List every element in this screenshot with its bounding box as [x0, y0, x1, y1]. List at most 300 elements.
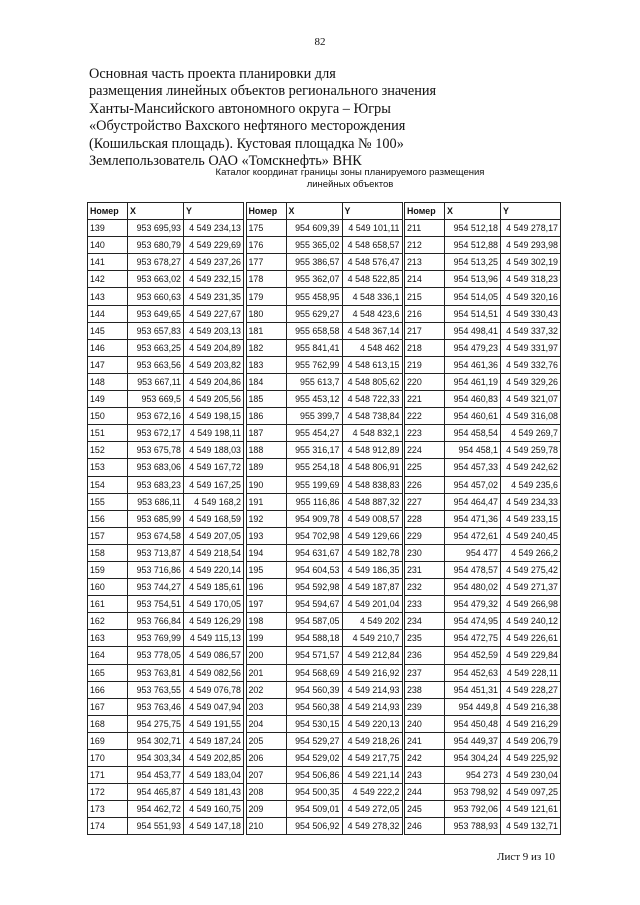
- x-coordinate: 954 304,24: [445, 750, 501, 767]
- x-coordinate: 955 365,02: [286, 237, 342, 254]
- point-number: 148: [88, 373, 128, 390]
- x-coordinate: 953 763,81: [128, 664, 184, 681]
- point-number: 177: [246, 254, 286, 271]
- y-coordinate: 4 549 302,19: [501, 254, 561, 271]
- point-number: 167: [88, 698, 128, 715]
- y-coordinate: 4 549 225,92: [501, 750, 561, 767]
- table-header-row: [405, 203, 561, 220]
- table-row: [88, 732, 244, 749]
- point-number: 189: [246, 459, 286, 476]
- table-row: [88, 579, 244, 596]
- point-number: 170: [88, 750, 128, 767]
- y-coordinate: 4 548 887,32: [342, 493, 402, 510]
- x-coordinate: 954 457,02: [445, 476, 501, 493]
- y-coordinate: 4 548 838,83: [342, 476, 402, 493]
- y-coordinate: 4 549 278,32: [342, 818, 402, 835]
- table-row: [88, 647, 244, 664]
- y-coordinate: 4 549 201,04: [342, 596, 402, 613]
- point-number: 235: [405, 630, 445, 647]
- y-coordinate: 4 549 186,35: [342, 561, 402, 578]
- point-number: 144: [88, 305, 128, 322]
- x-coordinate: 953 672,16: [128, 408, 184, 425]
- point-number: 210: [246, 818, 286, 835]
- table-row: [405, 237, 561, 254]
- x-coordinate: 954 449,37: [445, 732, 501, 749]
- column-header: Номер: [405, 203, 445, 220]
- y-coordinate: 4 549 259,78: [501, 442, 561, 459]
- table-row: [405, 630, 561, 647]
- table-row: [405, 801, 561, 818]
- table-row: [246, 322, 402, 339]
- table-row: [405, 698, 561, 715]
- point-number: 229: [405, 527, 445, 544]
- table-row: [246, 254, 402, 271]
- y-coordinate: 4 549 168,2: [184, 493, 244, 510]
- table-row: [88, 288, 244, 305]
- x-coordinate: 954 571,57: [286, 647, 342, 664]
- y-coordinate: 4 548 912,89: [342, 442, 402, 459]
- x-coordinate: 954 506,86: [286, 767, 342, 784]
- x-coordinate: 953 660,63: [128, 288, 184, 305]
- table-row: [246, 373, 402, 390]
- y-coordinate: 4 549 278,17: [501, 220, 561, 237]
- point-number: 219: [405, 356, 445, 373]
- point-number: 152: [88, 442, 128, 459]
- point-number: 215: [405, 288, 445, 305]
- table-row: [405, 459, 561, 476]
- point-number: 156: [88, 510, 128, 527]
- y-coordinate: 4 549 221,14: [342, 767, 402, 784]
- table-row: [88, 767, 244, 784]
- coordinate-table: [404, 202, 561, 835]
- table-row: [405, 220, 561, 237]
- x-coordinate: 954 449,8: [445, 698, 501, 715]
- point-number: 204: [246, 715, 286, 732]
- y-coordinate: 4 549 240,45: [501, 527, 561, 544]
- table-row: [246, 698, 402, 715]
- y-coordinate: 4 549 160,75: [184, 801, 244, 818]
- y-coordinate: 4 549 220,13: [342, 715, 402, 732]
- y-coordinate: 4 549 226,61: [501, 630, 561, 647]
- x-coordinate: 954 478,57: [445, 561, 501, 578]
- x-coordinate: 953 680,79: [128, 237, 184, 254]
- column-header: Номер: [88, 203, 128, 220]
- point-number: 207: [246, 767, 286, 784]
- point-number: 165: [88, 664, 128, 681]
- table-row: [246, 647, 402, 664]
- x-coordinate: 954 460,61: [445, 408, 501, 425]
- y-coordinate: 4 548 613,15: [342, 356, 402, 373]
- x-coordinate: 955 386,57: [286, 254, 342, 271]
- table-row: [246, 630, 402, 647]
- table-row: [88, 271, 244, 288]
- table-row: [246, 544, 402, 561]
- x-coordinate: 953 674,58: [128, 527, 184, 544]
- x-coordinate: 953 649,65: [128, 305, 184, 322]
- y-coordinate: 4 549 229,84: [501, 647, 561, 664]
- x-coordinate: 953 669,5: [128, 391, 184, 408]
- point-number: 246: [405, 818, 445, 835]
- x-coordinate: 954 513,25: [445, 254, 501, 271]
- x-coordinate: 953 678,27: [128, 254, 184, 271]
- x-coordinate: 954 530,15: [286, 715, 342, 732]
- y-coordinate: 4 548 722,33: [342, 391, 402, 408]
- y-coordinate: 4 549 202,85: [184, 750, 244, 767]
- table-row: [88, 613, 244, 630]
- point-number: 179: [246, 288, 286, 305]
- point-number: 195: [246, 561, 286, 578]
- table-row: [405, 527, 561, 544]
- y-coordinate: 4 549 216,92: [342, 664, 402, 681]
- point-number: 227: [405, 493, 445, 510]
- point-number: 209: [246, 801, 286, 818]
- y-coordinate: 4 549 216,29: [501, 715, 561, 732]
- table-row: [405, 510, 561, 527]
- coordinate-table: [246, 202, 403, 835]
- x-coordinate: 955 199,69: [286, 476, 342, 493]
- y-coordinate: 4 548 738,84: [342, 408, 402, 425]
- table-row: [88, 664, 244, 681]
- coordinate-tables: [87, 202, 561, 832]
- point-number: 166: [88, 681, 128, 698]
- point-number: 187: [246, 425, 286, 442]
- x-coordinate: 953 763,55: [128, 681, 184, 698]
- table-row: [246, 750, 402, 767]
- point-number: 205: [246, 732, 286, 749]
- table-row: [405, 408, 561, 425]
- point-number: 146: [88, 339, 128, 356]
- y-coordinate: 4 549 231,35: [184, 288, 244, 305]
- x-coordinate: 954 471,36: [445, 510, 501, 527]
- heading-line: Основная часть проекта планировки для: [89, 66, 336, 82]
- y-coordinate: 4 549 293,98: [501, 237, 561, 254]
- x-coordinate: 955 841,41: [286, 339, 342, 356]
- table-row: [405, 750, 561, 767]
- y-coordinate: 4 549 191,55: [184, 715, 244, 732]
- x-coordinate: 954 512,88: [445, 237, 501, 254]
- point-number: 217: [405, 322, 445, 339]
- y-coordinate: 4 549 232,15: [184, 271, 244, 288]
- sheet-footer: Лист 9 из 10: [497, 851, 556, 863]
- heading-line: (Кошильская площадь). Кустовая площадка № 100»: [89, 135, 404, 152]
- table-header-row: [246, 203, 402, 220]
- table-row: [405, 322, 561, 339]
- x-coordinate: 953 763,46: [128, 698, 184, 715]
- point-number: 200: [246, 647, 286, 664]
- point-number: 226: [405, 476, 445, 493]
- y-coordinate: 4 549 147,18: [184, 818, 244, 835]
- x-coordinate: 954 909,78: [286, 510, 342, 527]
- x-coordinate: 954 275,75: [128, 715, 184, 732]
- table-row: [405, 596, 561, 613]
- table-row: [88, 510, 244, 527]
- x-coordinate: 953 769,99: [128, 630, 184, 647]
- x-coordinate: 955 629,27: [286, 305, 342, 322]
- table-row: [88, 561, 244, 578]
- table-row: [88, 818, 244, 835]
- x-coordinate: 954 472,75: [445, 630, 501, 647]
- table-row: [246, 715, 402, 732]
- point-number: 232: [405, 579, 445, 596]
- x-coordinate: 954 464,47: [445, 493, 501, 510]
- point-number: 178: [246, 271, 286, 288]
- point-number: 224: [405, 442, 445, 459]
- catalog-title-line: линейных объектов: [306, 179, 394, 190]
- heading-line: Ханты-Мансийского автономного округа – Югры: [89, 100, 391, 117]
- y-coordinate: 4 549 220,14: [184, 561, 244, 578]
- page-number: 82: [314, 36, 326, 48]
- table-row: [405, 544, 561, 561]
- table-row: [88, 715, 244, 732]
- table-row: [88, 237, 244, 254]
- x-coordinate: 954 472,61: [445, 527, 501, 544]
- document-heading: [89, 66, 569, 170]
- y-coordinate: 4 549 217,75: [342, 750, 402, 767]
- point-number: 185: [246, 391, 286, 408]
- point-number: 199: [246, 630, 286, 647]
- y-coordinate: 4 549 275,42: [501, 561, 561, 578]
- x-coordinate: 954 594,67: [286, 596, 342, 613]
- x-coordinate: 953 683,06: [128, 459, 184, 476]
- point-number: 184: [246, 373, 286, 390]
- point-number: 208: [246, 784, 286, 801]
- column-header: Y: [342, 203, 402, 220]
- point-number: 240: [405, 715, 445, 732]
- table-row: [405, 391, 561, 408]
- point-number: 237: [405, 664, 445, 681]
- y-coordinate: 4 549 266,2: [501, 544, 561, 561]
- x-coordinate: 954 452,59: [445, 647, 501, 664]
- x-coordinate: 954 303,34: [128, 750, 184, 767]
- catalog-title: [180, 167, 520, 191]
- point-number: 182: [246, 339, 286, 356]
- y-coordinate: 4 548 806,91: [342, 459, 402, 476]
- y-coordinate: 4 549 330,43: [501, 305, 561, 322]
- x-coordinate: 954 302,71: [128, 732, 184, 749]
- point-number: 191: [246, 493, 286, 510]
- table-row: [246, 288, 402, 305]
- point-number: 216: [405, 305, 445, 322]
- point-number: 169: [88, 732, 128, 749]
- table-row: [246, 339, 402, 356]
- table-row: [246, 510, 402, 527]
- point-number: 211: [405, 220, 445, 237]
- point-number: 220: [405, 373, 445, 390]
- y-coordinate: 4 549 214,93: [342, 681, 402, 698]
- table-row: [405, 561, 561, 578]
- x-coordinate: 954 514,05: [445, 288, 501, 305]
- column-header: X: [128, 203, 184, 220]
- point-number: 172: [88, 784, 128, 801]
- point-number: 149: [88, 391, 128, 408]
- point-number: 147: [88, 356, 128, 373]
- y-coordinate: 4 549 203,82: [184, 356, 244, 373]
- y-coordinate: 4 549 126,29: [184, 613, 244, 630]
- y-coordinate: 4 549 097,25: [501, 784, 561, 801]
- table-row: [405, 664, 561, 681]
- y-coordinate: 4 549 101,11: [342, 220, 402, 237]
- x-coordinate: 953 663,25: [128, 339, 184, 356]
- x-coordinate: 954 477: [445, 544, 501, 561]
- point-number: 203: [246, 698, 286, 715]
- table-row: [405, 442, 561, 459]
- y-coordinate: 4 549 204,89: [184, 339, 244, 356]
- y-coordinate: 4 549 234,33: [501, 493, 561, 510]
- y-coordinate: 4 549 329,26: [501, 373, 561, 390]
- table-row: [405, 784, 561, 801]
- point-number: 198: [246, 613, 286, 630]
- table-row: [405, 339, 561, 356]
- x-coordinate: 954 457,33: [445, 459, 501, 476]
- y-coordinate: 4 549 188,03: [184, 442, 244, 459]
- y-coordinate: 4 549 229,69: [184, 237, 244, 254]
- point-number: 243: [405, 767, 445, 784]
- point-number: 234: [405, 613, 445, 630]
- table-row: [246, 442, 402, 459]
- y-coordinate: 4 549 183,04: [184, 767, 244, 784]
- table-row: [405, 493, 561, 510]
- table-row: [88, 339, 244, 356]
- point-number: 173: [88, 801, 128, 818]
- x-coordinate: 955 762,99: [286, 356, 342, 373]
- y-coordinate: 4 549 167,72: [184, 459, 244, 476]
- point-number: 161: [88, 596, 128, 613]
- table-row: [405, 356, 561, 373]
- point-number: 175: [246, 220, 286, 237]
- point-number: 201: [246, 664, 286, 681]
- table-row: [88, 596, 244, 613]
- x-coordinate: 953 683,23: [128, 476, 184, 493]
- y-coordinate: 4 549 206,79: [501, 732, 561, 749]
- point-number: 180: [246, 305, 286, 322]
- table-row: [88, 305, 244, 322]
- y-coordinate: 4 549 181,43: [184, 784, 244, 801]
- y-coordinate: 4 549 185,61: [184, 579, 244, 596]
- y-coordinate: 4 549 204,86: [184, 373, 244, 390]
- table-row: [405, 425, 561, 442]
- point-number: 139: [88, 220, 128, 237]
- y-coordinate: 4 549 320,16: [501, 288, 561, 305]
- x-coordinate: 954 592,98: [286, 579, 342, 596]
- heading-line: «Обустройство Вахского нефтяного месторождения: [89, 118, 406, 135]
- y-coordinate: 4 549 170,05: [184, 596, 244, 613]
- point-number: 233: [405, 596, 445, 613]
- y-coordinate: 4 549 129,66: [342, 527, 402, 544]
- point-number: 157: [88, 527, 128, 544]
- y-coordinate: 4 549 228,27: [501, 681, 561, 698]
- point-number: 244: [405, 784, 445, 801]
- x-coordinate: 953 675,78: [128, 442, 184, 459]
- x-coordinate: 954 498,41: [445, 322, 501, 339]
- point-number: 228: [405, 510, 445, 527]
- table-row: [246, 561, 402, 578]
- y-coordinate: 4 549 331,97: [501, 339, 561, 356]
- x-coordinate: 953 798,92: [445, 784, 501, 801]
- table-row: [246, 425, 402, 442]
- table-row: [88, 527, 244, 544]
- table-row: [88, 698, 244, 715]
- point-number: 197: [246, 596, 286, 613]
- y-coordinate: 4 549 269,7: [501, 425, 561, 442]
- y-coordinate: 4 549 240,12: [501, 613, 561, 630]
- point-number: 231: [405, 561, 445, 578]
- table-row: [246, 459, 402, 476]
- x-coordinate: 955 454,27: [286, 425, 342, 442]
- table-row: [405, 579, 561, 596]
- table-row: [88, 801, 244, 818]
- point-number: 186: [246, 408, 286, 425]
- column-header: Y: [501, 203, 561, 220]
- x-coordinate: 953 695,93: [128, 220, 184, 237]
- table-row: [88, 476, 244, 493]
- x-coordinate: 955 116,86: [286, 493, 342, 510]
- y-coordinate: 4 549 321,07: [501, 391, 561, 408]
- x-coordinate: 954 587,05: [286, 613, 342, 630]
- y-coordinate: 4 549 316,08: [501, 408, 561, 425]
- point-number: 194: [246, 544, 286, 561]
- x-coordinate: 954 273: [445, 767, 501, 784]
- y-coordinate: 4 549 318,23: [501, 271, 561, 288]
- y-coordinate: 4 549 076,78: [184, 681, 244, 698]
- point-number: 155: [88, 493, 128, 510]
- table-row: [246, 527, 402, 544]
- x-coordinate: 954 453,77: [128, 767, 184, 784]
- y-coordinate: 4 549 115,13: [184, 630, 244, 647]
- table-row: [88, 254, 244, 271]
- y-coordinate: 4 549 203,13: [184, 322, 244, 339]
- point-number: 183: [246, 356, 286, 373]
- point-number: 164: [88, 647, 128, 664]
- y-coordinate: 4 549 218,26: [342, 732, 402, 749]
- table-row: [246, 271, 402, 288]
- table-row: [246, 664, 402, 681]
- y-coordinate: 4 549 266,98: [501, 596, 561, 613]
- point-number: 236: [405, 647, 445, 664]
- point-number: 188: [246, 442, 286, 459]
- x-coordinate: 954 512,18: [445, 220, 501, 237]
- x-coordinate: 954 461,36: [445, 356, 501, 373]
- point-number: 213: [405, 254, 445, 271]
- table-row: [405, 305, 561, 322]
- x-coordinate: 955 362,07: [286, 271, 342, 288]
- x-coordinate: 953 788,93: [445, 818, 501, 835]
- y-coordinate: 4 549 082,56: [184, 664, 244, 681]
- point-number: 223: [405, 425, 445, 442]
- table-row: [246, 493, 402, 510]
- y-coordinate: 4 549 168,59: [184, 510, 244, 527]
- x-coordinate: 954 458,54: [445, 425, 501, 442]
- x-coordinate: 955 399,7: [286, 408, 342, 425]
- x-coordinate: 954 588,18: [286, 630, 342, 647]
- y-coordinate: 4 549 187,87: [342, 579, 402, 596]
- table-row: [405, 715, 561, 732]
- table-row: [246, 356, 402, 373]
- point-number: 245: [405, 801, 445, 818]
- point-number: 214: [405, 271, 445, 288]
- column-header: X: [286, 203, 342, 220]
- table-row: [405, 647, 561, 664]
- table-row: [246, 579, 402, 596]
- point-number: 181: [246, 322, 286, 339]
- point-number: 176: [246, 237, 286, 254]
- x-coordinate: 953 657,83: [128, 322, 184, 339]
- table-row: [246, 391, 402, 408]
- point-number: 162: [88, 613, 128, 630]
- point-number: 242: [405, 750, 445, 767]
- x-coordinate: 954 609,39: [286, 220, 342, 237]
- y-coordinate: 4 548 336,1: [342, 288, 402, 305]
- point-number: 154: [88, 476, 128, 493]
